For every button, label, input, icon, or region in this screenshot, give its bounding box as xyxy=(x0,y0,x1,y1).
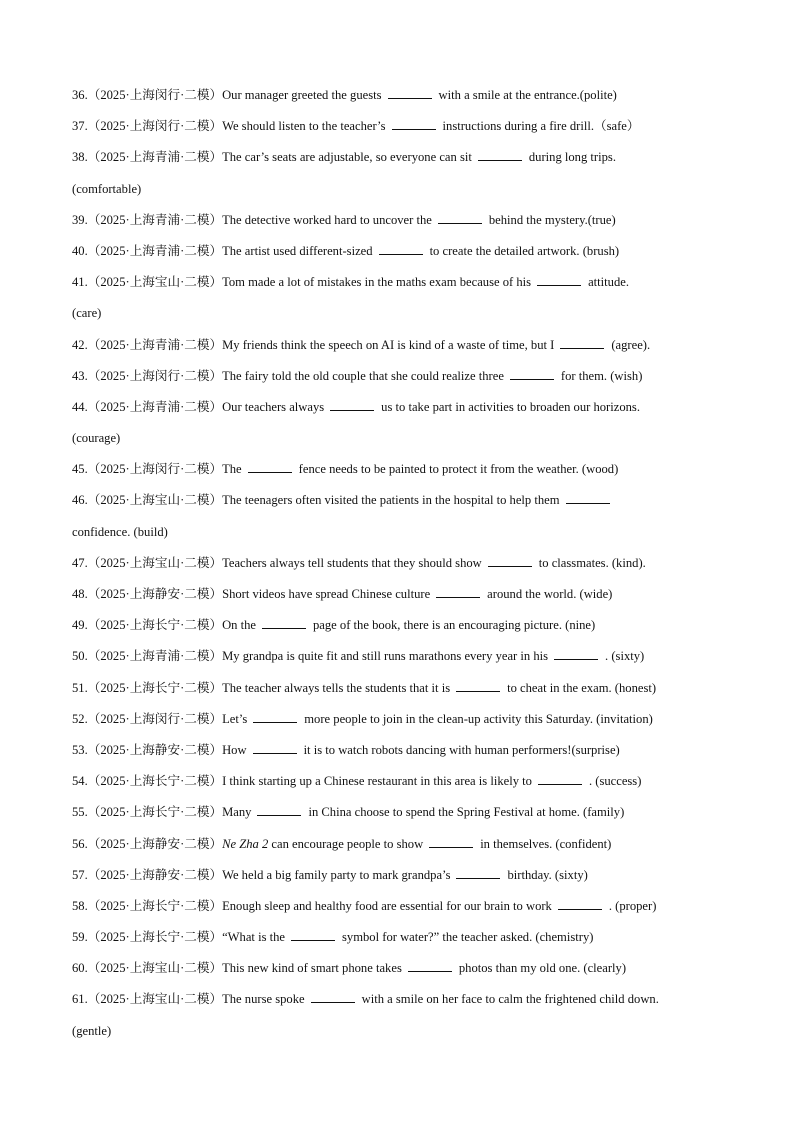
question-item xyxy=(72,236,728,267)
question-text: us to take part in activities to broaden our horizons. xyxy=(381,399,640,414)
question-continuation-line xyxy=(72,423,728,454)
answer-blank[interactable] xyxy=(438,212,482,224)
answer-blank[interactable] xyxy=(291,929,335,941)
question-continuation-line xyxy=(72,298,728,329)
question-text: in themselves. (confident) xyxy=(480,836,612,851)
question-text: birthday. (sixty) xyxy=(507,867,588,882)
question-line xyxy=(72,205,728,236)
question-text: 46.（2025·上海宝山·二模）The teenagers often visited the patients in the hospital to help them xyxy=(72,493,560,508)
question-line xyxy=(72,984,728,1015)
question-item xyxy=(72,829,728,860)
question-item xyxy=(72,735,728,766)
question-item xyxy=(72,205,728,236)
film-title-italic: Ne Zha 2 xyxy=(222,836,272,851)
question-item xyxy=(72,673,728,704)
answer-blank[interactable] xyxy=(253,711,297,723)
answer-blank[interactable] xyxy=(510,368,554,380)
question-line xyxy=(72,735,728,766)
answer-blank[interactable] xyxy=(379,243,423,255)
question-text: can encourage people to show xyxy=(271,836,424,851)
question-item xyxy=(72,267,728,329)
question-text: . (success) xyxy=(588,774,642,789)
question-line xyxy=(72,142,728,173)
question-line xyxy=(72,922,728,953)
question-text: 60.（2025·上海宝山·二模）This new kind of smart phone takes xyxy=(72,961,402,976)
question-item xyxy=(72,80,728,111)
question-item xyxy=(72,766,728,797)
question-item xyxy=(72,361,728,392)
question-text: symbol for water?” the teacher asked. (chemistry) xyxy=(342,930,594,945)
question-line xyxy=(72,80,728,111)
question-text: (courage) xyxy=(72,431,121,446)
question-text: 54.（2025·上海长宁·二模）I think starting up a Chinese restaurant in this area is likely to xyxy=(72,774,532,789)
answer-blank[interactable] xyxy=(558,898,602,910)
question-text: 57.（2025·上海静安·二模）We held a big family party to mark grandpa’s xyxy=(72,867,451,882)
answer-blank[interactable] xyxy=(478,149,522,161)
question-item xyxy=(72,111,728,142)
question-line xyxy=(72,829,728,860)
question-text: for them. (wish) xyxy=(560,368,643,383)
answer-blank[interactable] xyxy=(537,274,581,286)
question-text: 52.（2025·上海闵行·二模）Let’s xyxy=(72,711,248,726)
question-line xyxy=(72,610,728,641)
question-text: 40.（2025·上海青浦·二模）The artist used different-sized xyxy=(72,243,373,258)
question-line xyxy=(72,454,728,485)
question-text: (agree). xyxy=(611,337,651,352)
question-text: (comfortable) xyxy=(72,181,142,196)
answer-blank[interactable] xyxy=(456,867,500,879)
question-line xyxy=(72,797,728,828)
question-text: confidence. (build) xyxy=(72,524,168,539)
question-text: 48.（2025·上海静安·二模）Short videos have spread Chinese culture xyxy=(72,587,431,601)
question-item xyxy=(72,485,728,547)
answer-blank[interactable] xyxy=(262,617,306,629)
question-item xyxy=(72,704,728,735)
question-text: to cheat in the exam. (honest) xyxy=(507,680,657,695)
question-text: with a smile on her face to calm the frightened child down. xyxy=(361,992,659,1007)
question-item xyxy=(72,797,728,828)
question-text: it is to watch robots dancing with human performers!(surprise) xyxy=(303,742,620,757)
question-text: . (sixty) xyxy=(605,649,645,664)
question-line xyxy=(72,704,728,735)
question-text: 37.（2025·上海闵行·二模）We should listen to the teacher’s xyxy=(72,119,386,134)
question-list xyxy=(72,80,728,1047)
question-continuation-line xyxy=(72,1016,728,1047)
question-line xyxy=(72,267,728,298)
question-text: to classmates. (kind). xyxy=(538,555,646,570)
question-text: . (proper) xyxy=(608,898,657,913)
question-continuation-line xyxy=(72,174,728,205)
question-line xyxy=(72,392,728,423)
question-text: 50.（2025·上海青浦·二模）My grandpa is quite fit and still runs marathons every year in his xyxy=(72,649,549,664)
question-text: 61.（2025·上海宝山·二模）The nurse spoke xyxy=(72,992,305,1007)
question-text: (gentle) xyxy=(72,1023,112,1038)
question-item xyxy=(72,579,728,610)
question-item xyxy=(72,392,728,454)
answer-blank[interactable] xyxy=(330,399,374,411)
question-text: attitude. xyxy=(588,275,629,290)
question-item xyxy=(72,142,728,204)
question-text: during long trips. xyxy=(528,150,616,165)
question-text: 47.（2025·上海宝山·二模）Teachers always tell students that they should show xyxy=(72,555,482,570)
answer-blank[interactable] xyxy=(456,680,500,692)
question-text: 45.（2025·上海闵行·二模）The xyxy=(72,462,242,477)
question-line xyxy=(72,330,728,361)
question-line xyxy=(72,579,728,610)
question-text: 38.（2025·上海青浦·二模）The car’s seats are adjustable, so everyone can sit xyxy=(72,150,472,165)
question-text: around the world. (wide) xyxy=(487,587,613,601)
question-text: 39.（2025·上海青浦·二模）The detective worked hard to uncover the xyxy=(72,212,432,227)
question-line xyxy=(72,641,728,672)
question-text: 55.（2025·上海长宁·二模）Many xyxy=(72,805,252,820)
question-line xyxy=(72,548,728,579)
answer-blank[interactable] xyxy=(311,991,355,1003)
answer-blank[interactable] xyxy=(392,118,436,130)
question-line xyxy=(72,766,728,797)
question-continuation-line xyxy=(72,517,728,548)
question-item xyxy=(72,891,728,922)
question-text: 59.（2025·上海长宁·二模）“What is the xyxy=(72,930,286,945)
answer-blank[interactable] xyxy=(408,960,452,972)
question-text: 49.（2025·上海长宁·二模）On the xyxy=(72,618,256,633)
question-item xyxy=(72,860,728,891)
question-text: with a smile at the entrance.(polite) xyxy=(438,88,617,102)
question-text: (care) xyxy=(72,306,102,321)
question-item xyxy=(72,953,728,984)
question-text: 51.（2025·上海长宁·二模）The teacher always tells the students that it is xyxy=(72,680,451,695)
question-text: instructions during a fire drill.（safe） xyxy=(442,119,640,134)
question-item xyxy=(72,641,728,672)
question-text: behind the mystery.(true) xyxy=(488,212,616,227)
answer-blank[interactable] xyxy=(566,492,610,504)
question-item xyxy=(72,922,728,953)
question-text: more people to join in the clean-up activity this Saturday. (invitation) xyxy=(304,711,653,726)
question-text: photos than my old one. (clearly) xyxy=(458,961,627,976)
question-text: 42.（2025·上海青浦·二模）My friends think the speech on AI is kind of a waste of time, but I xyxy=(72,337,555,352)
question-item xyxy=(72,454,728,485)
answer-blank[interactable] xyxy=(560,337,604,349)
question-line xyxy=(72,860,728,891)
question-text: to create the detailed artwork. (brush) xyxy=(429,243,620,258)
question-text: 53.（2025·上海静安·二模）How xyxy=(72,742,247,757)
question-line xyxy=(72,361,728,392)
question-text: 36.（2025·上海闵行·二模）Our manager greeted the guests xyxy=(72,88,382,102)
question-text: in China choose to spend the Spring Festival at home. (family) xyxy=(308,805,625,820)
answer-blank[interactable] xyxy=(253,742,297,754)
question-line xyxy=(72,673,728,704)
answer-blank[interactable] xyxy=(488,555,532,567)
answer-blank[interactable] xyxy=(436,586,480,598)
question-item xyxy=(72,330,728,361)
answer-blank[interactable] xyxy=(257,804,301,816)
answer-blank[interactable] xyxy=(554,648,598,660)
question-line xyxy=(72,953,728,984)
answer-blank[interactable] xyxy=(429,836,473,848)
question-item xyxy=(72,984,728,1046)
question-line xyxy=(72,891,728,922)
question-text: 43.（2025·上海闵行·二模）The fairy told the old couple that she could realize three xyxy=(72,368,504,383)
question-text: page of the book, there is an encouraging picture. (nine) xyxy=(313,618,596,633)
question-text: 44.（2025·上海青浦·二模）Our teachers always xyxy=(72,399,325,414)
question-line xyxy=(72,111,728,142)
question-line xyxy=(72,485,728,516)
answer-blank[interactable] xyxy=(388,87,432,99)
question-line xyxy=(72,236,728,267)
answer-blank[interactable] xyxy=(538,773,582,785)
question-text: fence needs to be painted to protect it from the weather. (wood) xyxy=(298,462,619,477)
answer-blank[interactable] xyxy=(248,461,292,473)
question-text: 56.（2025·上海静安·二模） xyxy=(72,836,223,851)
question-text: 58.（2025·上海长宁·二模）Enough sleep and healthy food are essential for our brain to work xyxy=(72,898,552,913)
question-item xyxy=(72,548,728,579)
question-text: 41.（2025·上海宝山·二模）Tom made a lot of mistakes in the maths exam because of his xyxy=(72,275,532,290)
question-item xyxy=(72,610,728,641)
